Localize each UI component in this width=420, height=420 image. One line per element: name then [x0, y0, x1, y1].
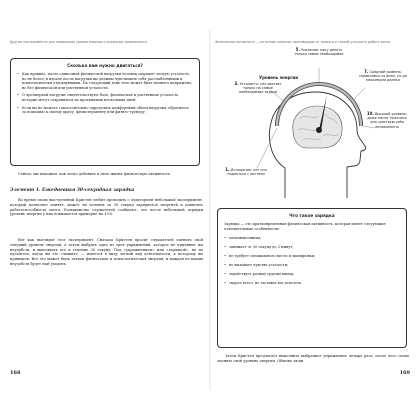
page-number: 168 [10, 370, 21, 376]
bullet-icon: • [224, 235, 227, 240]
brain-icon [293, 106, 342, 148]
box-intro: Зарядка — это кратковременная физическая активность, которая имеет следующие отличительные особенности: [224, 222, 386, 231]
bullet-icon: • [224, 244, 227, 249]
bullet-icon: • [224, 262, 227, 267]
energy-level-10: 10. Высокий уровень: даже после тяжелого дня чувствую себя великолепно [366, 111, 408, 129]
bullet-icon: • [17, 93, 20, 98]
left-running-head: Другие эксперименты для повышения уровня энергии и снижения тревожности [10, 40, 147, 44]
right-running-head: Физическая активность — источник энергии, противоядие от тревоги и способ улучшить работу мозга [215, 40, 391, 44]
bullet-icon: • [224, 271, 227, 276]
energy-level-1: 1. Истощение: нет сил подняться с постели [225, 167, 267, 177]
body-paragraph-1: Во время своих выступлений Кристен любит проводить с аудиторией небольшой эксперимент, который позволяет понять, может ли человек за 30 секунд зарядиться энергией и повысить работоспособность мозга. Большинство слушателей сообщают, что после небольшой зарядки уровень энергии у них повышается примерно на 10%. [10, 198, 203, 217]
list-item: • О чрезмерной нагрузке свидетельствуют боль, физическая и умственная усталость, которые могут сохраняться на протяжении нескольких дней. [17, 93, 180, 102]
bullet-icon: • [224, 280, 227, 285]
bullet-icon: • [17, 72, 20, 76]
energy-level-3: 3. Усталость: сил хватает только на самые необходимые задачи [234, 81, 282, 95]
energy-level-7: 7. Средний уровень: справляюсь со всем, но до максимума далеко [359, 69, 407, 83]
energy-level-diagram [215, 48, 410, 208]
left-page [10, 40, 211, 380]
list-item: • задействует разные группы мышц; [224, 271, 295, 276]
page-number: 169 [399, 370, 410, 376]
intro-paragraph: Сейчас мы покажем, как легко добавить в свою жизнь физическую активность. [18, 172, 171, 176]
box-title: Что такое зарядка [289, 213, 335, 218]
bullet-icon: • [224, 253, 227, 258]
box-title: Сколько вам нужно двигаться? [67, 63, 143, 68]
body-paragraph-right: Затем Кристен предлагает выполнить выбранное упражнение четыре раза, после чего снова оценить свой уровень энергии. Обычно люди [217, 354, 409, 363]
how-much-movement-box [10, 58, 200, 166]
element-heading: Элемент 1. Ежедневная 30-секундная зарядка [10, 188, 135, 193]
body-paragraph-2: Вот как выглядит этот эксперимент. Сначала Кристен просит слушателей оценить свой текущий уровень энергии, а затем выбрать одно из трех упражнений, которое не причинит им неудобств, и выполнить его в течение 30 секунд. Под «упражнением» или «зарядкой», но не пугайтесь, когда вы это слышите, — имеется в виду легкий вид деятельности, к которому вы привыкли. Все это может быть легкая физическая и психологическая энергия, и каждая из ваших неудобств будет ещё уходить. [10, 238, 203, 266]
list-item: • Если вы не можете самостоятельно определить комфортный объем нагрузки, обратитесь за помощью к своему врачу, физиотерапевту или фитнес-тренеру. [17, 105, 189, 115]
right-page [211, 40, 412, 380]
list-item: • скорее всего, не заставит вас вспотеть. [224, 280, 303, 285]
list-item: • не требует специального места и экипировки; [224, 253, 316, 258]
energy-level-5: 5. Усиление: могу делать только самое необходимое [294, 47, 344, 57]
list-item: • не вызывает чувства усталости; [224, 262, 289, 267]
what-is-exercise-box [217, 208, 407, 348]
list-item: • легковыполнима; [224, 235, 262, 240]
list-item: • Как правило, после одиночной физической нагрузки человек ощущает легкую усталость, но не более; в идеале после нагрузки вы должны чувствовать себя расслабленными и психологически отдохнувшими. На следующий день тело может быть немного напряжено, но без физической или умственной усталости. [17, 72, 193, 90]
list-item: • занимает от 30 секунд до 5 минут; [224, 244, 294, 249]
bullet-icon: • [17, 105, 20, 110]
diagram-title: Уровень энергии [259, 75, 299, 80]
